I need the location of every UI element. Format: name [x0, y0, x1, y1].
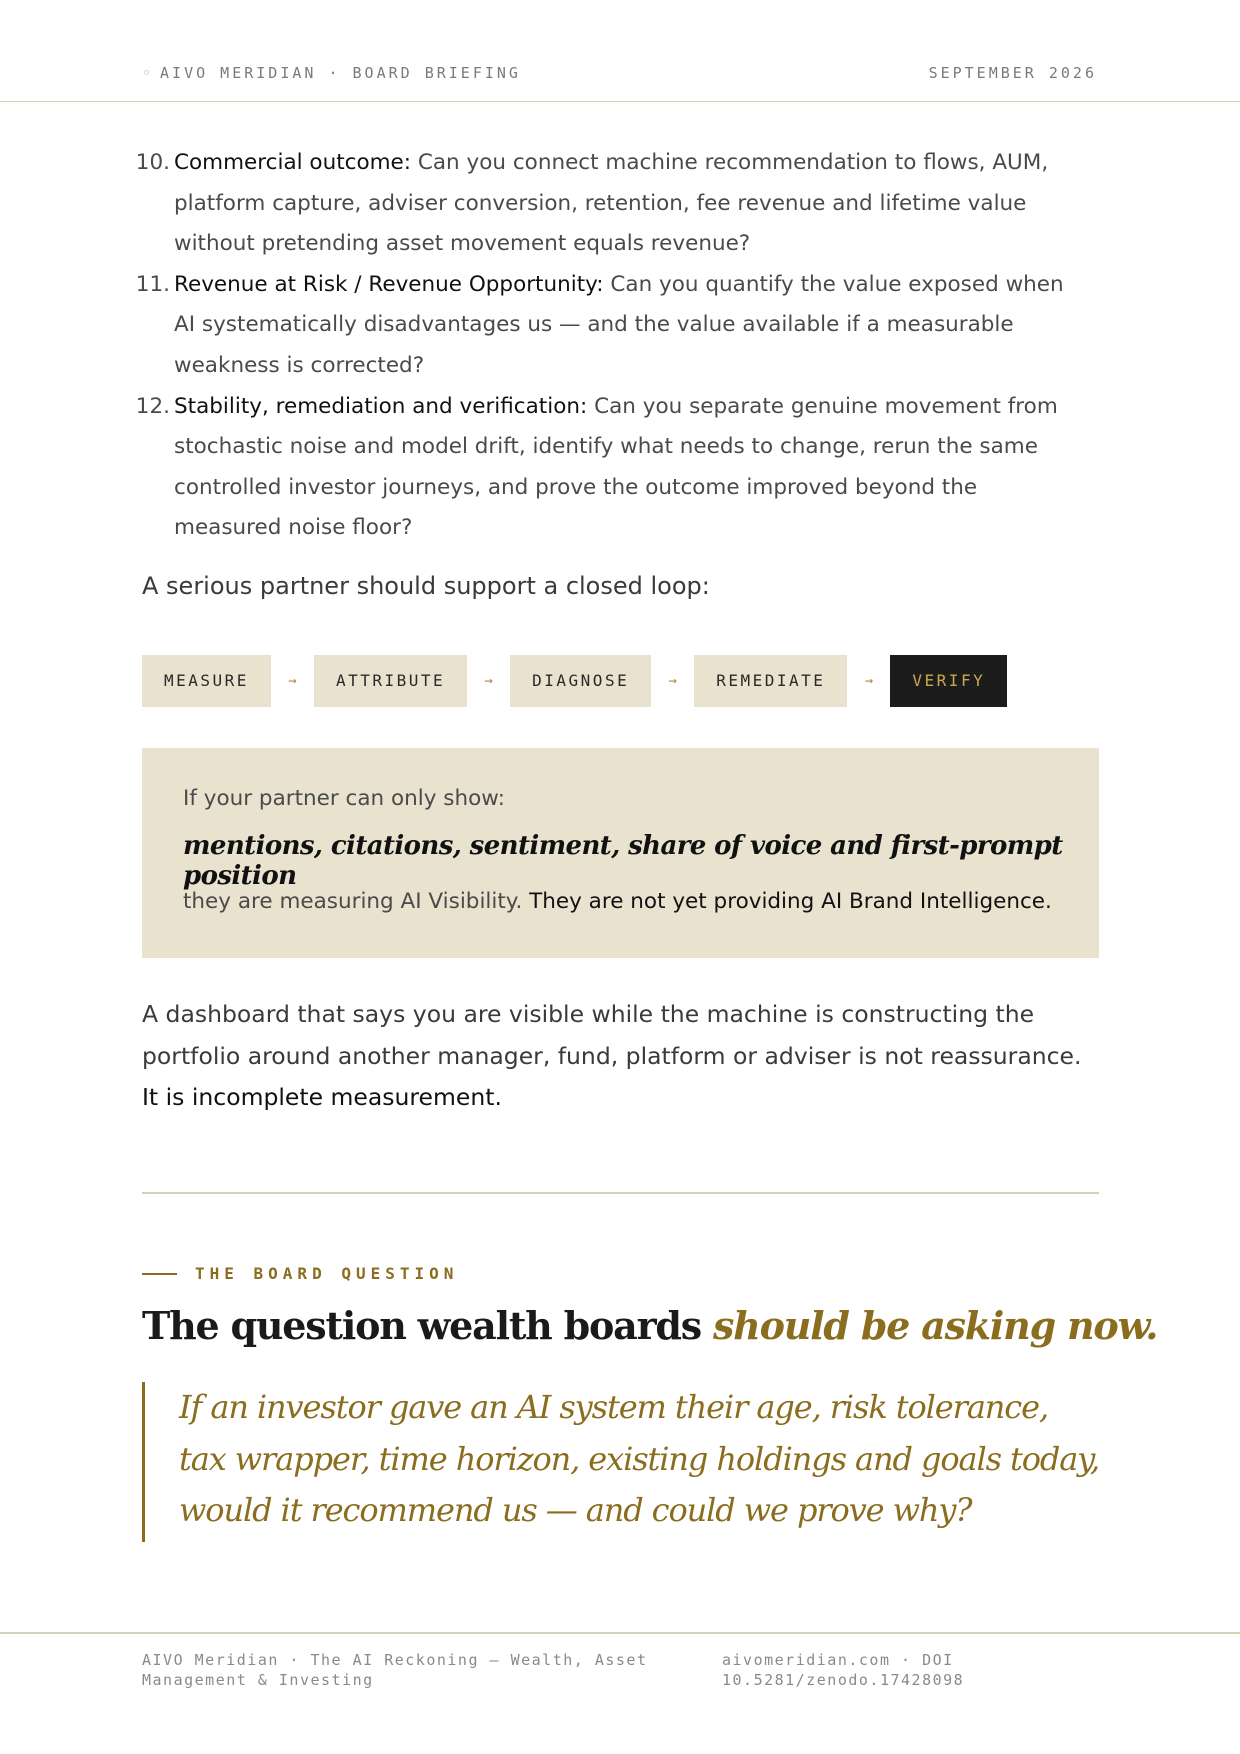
- callout-conclusion: [183, 889, 1052, 914]
- loop-step-remediate: REMEDIATE: [694, 655, 847, 707]
- section-kicker: [142, 1264, 458, 1283]
- paragraph-text: A dashboard that says you are visible while the machine is constructing the portfolio around another manager, fund, platform or adviser is not reassurance.: [142, 1000, 1082, 1070]
- callout-conclusion-emphasis: They are not yet providing AI Brand Intelligence.: [529, 889, 1052, 914]
- section-heading: [142, 1303, 1157, 1348]
- question-list: [128, 143, 1088, 549]
- list-number: 11.: [135, 271, 170, 297]
- list-item-text: Can you connect machine recommendation to flows, AUM, platform capture, adviser conversion, retention, fee revenue and lifetime value without pretending asset movement equals revenue?: [174, 150, 1049, 257]
- section-divider: [142, 1192, 1099, 1194]
- loop-step-attribute: ATTRIBUTE: [314, 655, 467, 707]
- header-date: SEPTEMBER 2026: [928, 64, 1097, 82]
- arrow-right-icon: →: [864, 673, 874, 689]
- list-item: [128, 387, 1088, 549]
- page-header: [0, 0, 1240, 102]
- closed-loop-flow: [142, 655, 1007, 707]
- list-item: [128, 265, 1088, 387]
- loop-intro: A serious partner should support a closed loop:: [142, 572, 710, 600]
- arrow-right-icon: →: [484, 673, 493, 689]
- header-brand: [142, 64, 521, 82]
- header-brand-text: AIVO MERIDIAN · BOARD BRIEFING: [160, 64, 521, 82]
- footer-doi: aivomeridian.com · DOI 10.5281/zenodo.17428098: [722, 1651, 965, 1689]
- arrow-right-icon: →: [668, 673, 677, 689]
- footer-publication: AIVO Meridian · The AI Reckoning — Wealth, Asset Management & Investing: [142, 1651, 648, 1689]
- footer-divider: [0, 1632, 1240, 1634]
- bullet-icon: ◦: [142, 64, 155, 82]
- list-item-lead: Commercial outcome:: [174, 150, 412, 175]
- list-item-lead: Stability, remediation and verification:: [174, 393, 588, 419]
- list-item: [128, 143, 1088, 265]
- kicker-label: THE BOARD QUESTION: [195, 1264, 459, 1283]
- loop-step-verify: VERIFY: [890, 655, 1007, 707]
- heading-text: The question wealth boards: [142, 1303, 713, 1348]
- loop-step-measure: MEASURE: [142, 655, 271, 707]
- list-item-text: Can you quantify the value exposed when AI systematically disadvantages us — and the value available if a measurable weakness is corrected?: [174, 271, 1064, 378]
- board-question-quote: If an investor gave an AI system their age, risk tolerance, tax wrapper, time horizon, existing holdings and goals today, would it recommend us — and could we prove why?: [142, 1382, 1102, 1542]
- list-number: 12.: [135, 393, 170, 419]
- kicker-rule: [142, 1273, 177, 1275]
- list-item-lead: Revenue at Risk / Revenue Opportunity:: [174, 271, 604, 297]
- list-number: 10.: [135, 150, 170, 175]
- callout-intro: If your partner can only show:: [183, 786, 505, 811]
- callout-conclusion-text: they are measuring AI Visibility.: [183, 889, 530, 914]
- loop-step-diagnose: DIAGNOSE: [510, 655, 651, 707]
- callout-box: [142, 748, 1099, 958]
- list-item-text: Can you separate genuine movement from stochastic noise and model drift, identify what needs to change, rerun the same controlled investor journeys, and prove the outcome improved beyond the measured noise floor?: [174, 393, 1058, 541]
- paragraph-emphasis: It is incomplete measurement.: [142, 1083, 502, 1111]
- body-paragraph: [142, 994, 1102, 1119]
- callout-metrics: mentions, citations, sentiment, share of voice and first-prompt position: [183, 831, 1063, 891]
- arrow-right-icon: →: [288, 673, 297, 689]
- heading-accent: should be asking now.: [712, 1303, 1158, 1348]
